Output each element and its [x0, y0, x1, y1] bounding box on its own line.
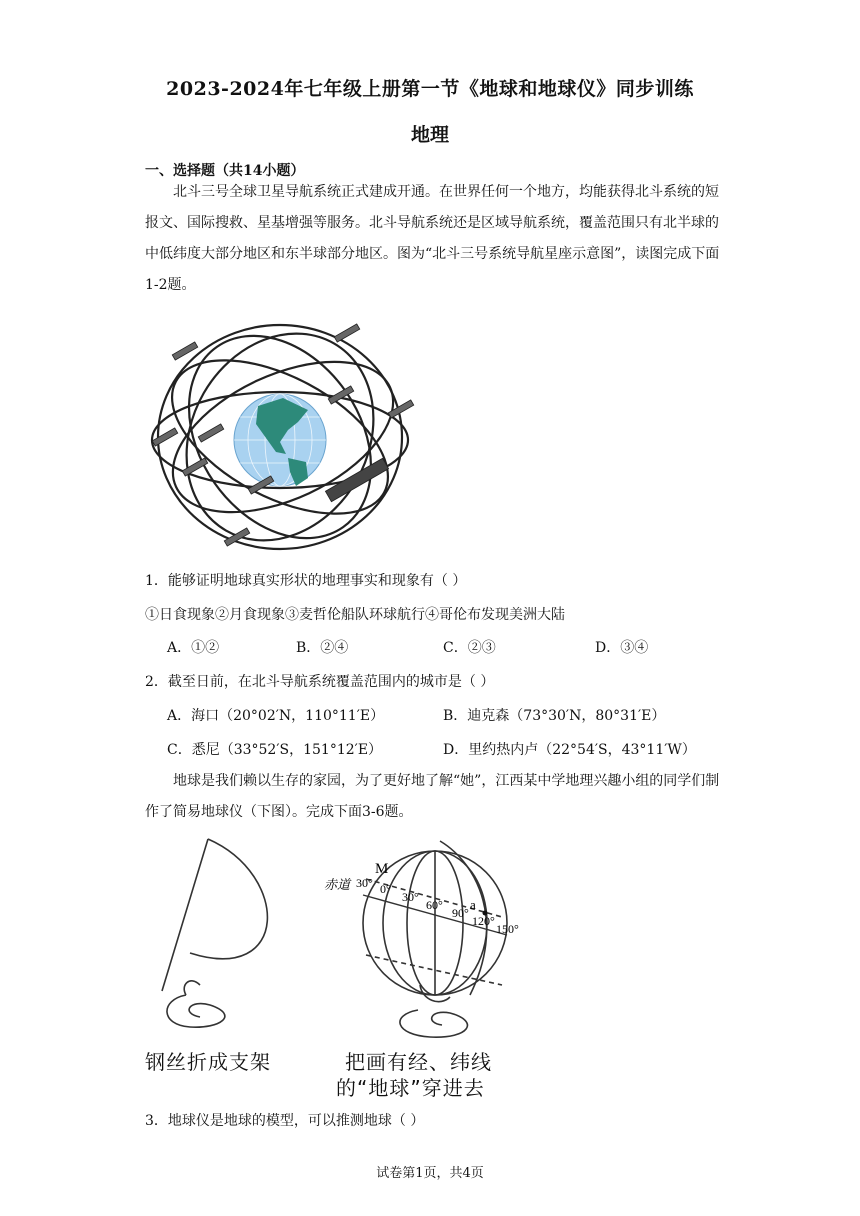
lon-label-150e: 150° — [496, 922, 519, 936]
globe-model-figure — [150, 835, 530, 1045]
lon-label-60e: 60° — [426, 898, 443, 912]
question-2-option-b: B．迪克森（73°30′N，80°31′E） — [443, 708, 666, 724]
passage-beidou: 北斗三号全球卫星导航系统正式建成开通。在世界任何一个地方，均能获得北斗系统的短报文、国际搜救、星基增强等服务。北斗导航系统还是区域导航系统，覆盖范围只有北半球的中低纬度大部分地区和东半球部分地区。图为“北斗三号系统导航星座示意图”，读图完成下面1-2题。 — [145, 184, 720, 293]
question-3-stem: 3．地球仪是地球的模型，可以推测地球（ ） — [145, 1113, 425, 1129]
question-1-option-c: C．②③ — [443, 640, 496, 656]
question-1-stem: 1．能够证明地球真实形状的地理事实和现象有（ ） — [145, 573, 467, 589]
caption-globe-line2: 的“地球”穿进去 — [336, 1076, 485, 1100]
lon-label-120e: 120° — [472, 914, 495, 928]
question-2-option-d: D．里约热内卢（22°54′S，43°11′W） — [443, 742, 696, 758]
lon-label-0: 0° — [380, 882, 391, 896]
page-title: 2023-2024年七年级上册第一节《地球和地球仪》同步训练 — [166, 78, 694, 100]
page-footer: 试卷第1页，共4页 — [376, 1166, 484, 1181]
question-1-option-a: A．①② — [167, 640, 220, 656]
label-equator: 赤道 — [324, 877, 351, 892]
lon-label-30e: 30° — [402, 890, 419, 904]
question-1-facts: ①日食现象②月食现象③麦哲伦船队环球航行④哥伦布发现美洲大陆 — [145, 607, 565, 623]
passage-globe: 地球是我们赖以生存的家园，为了更好地了解“她”，江西某中学地理兴趣小组的同学们制作了简易地球仪（下图）。完成下面3-6题。 — [145, 773, 720, 820]
label-a: a — [470, 897, 476, 912]
section-heading: 一、选择题（共14小题） — [145, 163, 305, 179]
label-m: M — [375, 861, 389, 877]
caption-globe-line1: 把画有经、纬线 — [345, 1050, 492, 1074]
beidou-constellation-figure — [148, 312, 420, 562]
question-1-option-d: D．③④ — [595, 640, 649, 656]
lon-label-30w: 30° — [356, 876, 373, 890]
question-2-option-a: A．海口（20°02′N，110°11′E） — [167, 708, 385, 724]
page-subtitle: 地理 — [410, 124, 449, 146]
question-2-stem: 2．截至日前，在北斗导航系统覆盖范围内的城市是（ ） — [145, 674, 495, 690]
caption-wire-stand: 钢丝折成支架 — [145, 1050, 271, 1074]
question-1-option-b: B．②④ — [296, 640, 349, 656]
question-2-option-c: C．悉尼（33°52′S，151°12′E） — [167, 742, 383, 758]
lon-label-90e: 90° — [452, 906, 469, 920]
